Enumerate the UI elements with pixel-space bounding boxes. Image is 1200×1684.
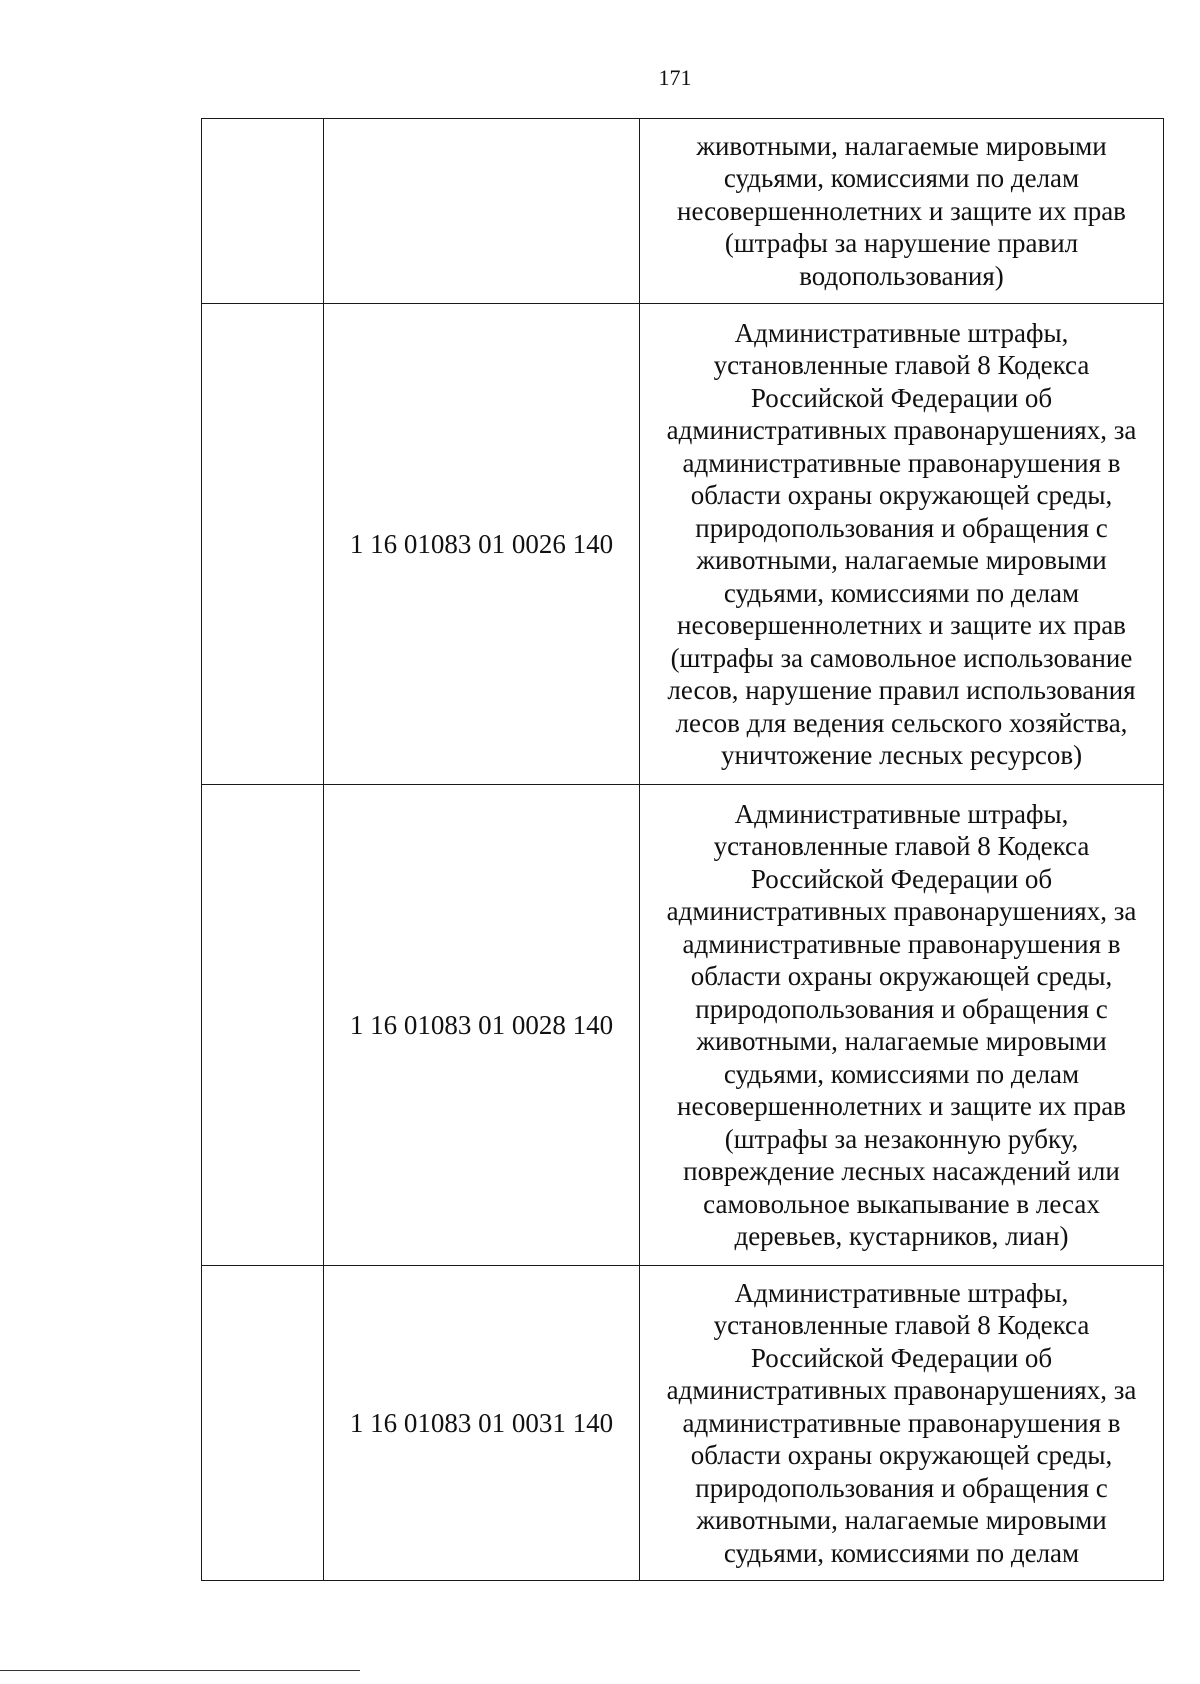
description-line: административные правонарушения в bbox=[682, 447, 1121, 478]
description-line: природопользования и обращения с bbox=[695, 993, 1108, 1024]
table-row bbox=[202, 304, 1164, 785]
description-line: (штрафы за самовольное использование bbox=[670, 642, 1133, 673]
description-line: административных правонарушениях, за bbox=[666, 896, 1137, 926]
description-line: Российской Федерации об bbox=[750, 382, 1053, 413]
description-line: области охраны окружающей среды, bbox=[690, 1440, 1113, 1471]
description-line: судьями, комиссиями по делам bbox=[723, 1537, 1080, 1568]
description-line: области охраны окружающей среды, bbox=[690, 480, 1113, 510]
description-line: судьями, комиссиями по делам bbox=[723, 1058, 1080, 1089]
description-line: повреждение лесных насаждений или bbox=[683, 1156, 1120, 1186]
description-line: лесов, нарушение правил использования bbox=[667, 675, 1136, 705]
description-line: животными, налагаемые мировыми bbox=[696, 1505, 1107, 1536]
description-line: животными, налагаемые мировыми bbox=[696, 1026, 1107, 1056]
table-row bbox=[202, 1266, 1164, 1581]
description-line: несовершеннолетних и защите их прав bbox=[677, 195, 1126, 226]
description-line: административные правонарушения в bbox=[682, 928, 1121, 959]
description-line: природопользования и обращения с bbox=[695, 1472, 1108, 1503]
page-number: 171 bbox=[658, 65, 692, 90]
description-line: водопользования) bbox=[799, 260, 1004, 291]
description-line: Российской Федерации об bbox=[750, 863, 1053, 894]
description-line: области охраны окружающей среды, bbox=[690, 961, 1113, 991]
description-line: административных правонарушениях, за bbox=[666, 415, 1137, 445]
admin-code-cell bbox=[202, 1266, 324, 1581]
budget-code-cell: 1 16 01083 01 0026 140 bbox=[324, 304, 640, 785]
description-line: судьями, комиссиями по делам bbox=[723, 163, 1080, 194]
description-line: установленные главой 8 Кодекса bbox=[713, 831, 1090, 861]
description-cell bbox=[640, 1266, 1164, 1581]
description-line: природопользования и обращения с bbox=[695, 512, 1108, 543]
description-line: деревьев, кустарников, лиан) bbox=[734, 1221, 1069, 1251]
description-line: установленные главой 8 Кодекса bbox=[713, 350, 1090, 380]
description-line: Административные штрафы, bbox=[734, 1277, 1069, 1308]
description-line: несовершеннолетних и защите их прав bbox=[677, 1091, 1126, 1121]
description-line: самовольное выкапывание в лесах bbox=[703, 1188, 1100, 1219]
description-line: (штрафы за незаконную рубку, bbox=[724, 1123, 1079, 1154]
description-line: Административные штрафы, bbox=[734, 798, 1069, 829]
admin-code-cell bbox=[202, 304, 324, 785]
description-cell bbox=[640, 119, 1164, 304]
table-row bbox=[202, 119, 1164, 304]
description-line: (штрафы за нарушение правил bbox=[724, 228, 1079, 259]
budget-classification-table bbox=[201, 118, 1164, 1581]
description-line: административные правонарушения в bbox=[682, 1407, 1121, 1438]
budget-code-cell bbox=[324, 119, 640, 304]
description-line: уничтожение лесных ресурсов) bbox=[720, 740, 1083, 770]
budget-code-cell: 1 16 01083 01 0028 140 bbox=[324, 785, 640, 1266]
description-line: судьями, комиссиями по делам bbox=[723, 577, 1080, 608]
description-cell bbox=[640, 785, 1164, 1266]
description-line: животными, налагаемые мировыми bbox=[696, 545, 1107, 575]
admin-code-cell bbox=[202, 785, 324, 1266]
admin-code-cell bbox=[202, 119, 324, 304]
footer-divider bbox=[0, 1670, 360, 1671]
description-line: административных правонарушениях, за bbox=[666, 1375, 1137, 1406]
description-line: установленные главой 8 Кодекса bbox=[713, 1310, 1090, 1341]
budget-code-cell: 1 16 01083 01 0031 140 bbox=[324, 1266, 640, 1581]
description-line: Административные штрафы, bbox=[734, 317, 1069, 348]
description-line: Российской Федерации об bbox=[750, 1342, 1053, 1373]
table-row bbox=[202, 785, 1164, 1266]
description-line: несовершеннолетних и защите их прав bbox=[677, 610, 1126, 640]
description-line: животными, налагаемые мировыми bbox=[696, 130, 1107, 161]
description-cell bbox=[640, 304, 1164, 785]
description-line: лесов для ведения сельского хозяйства, bbox=[675, 707, 1128, 738]
